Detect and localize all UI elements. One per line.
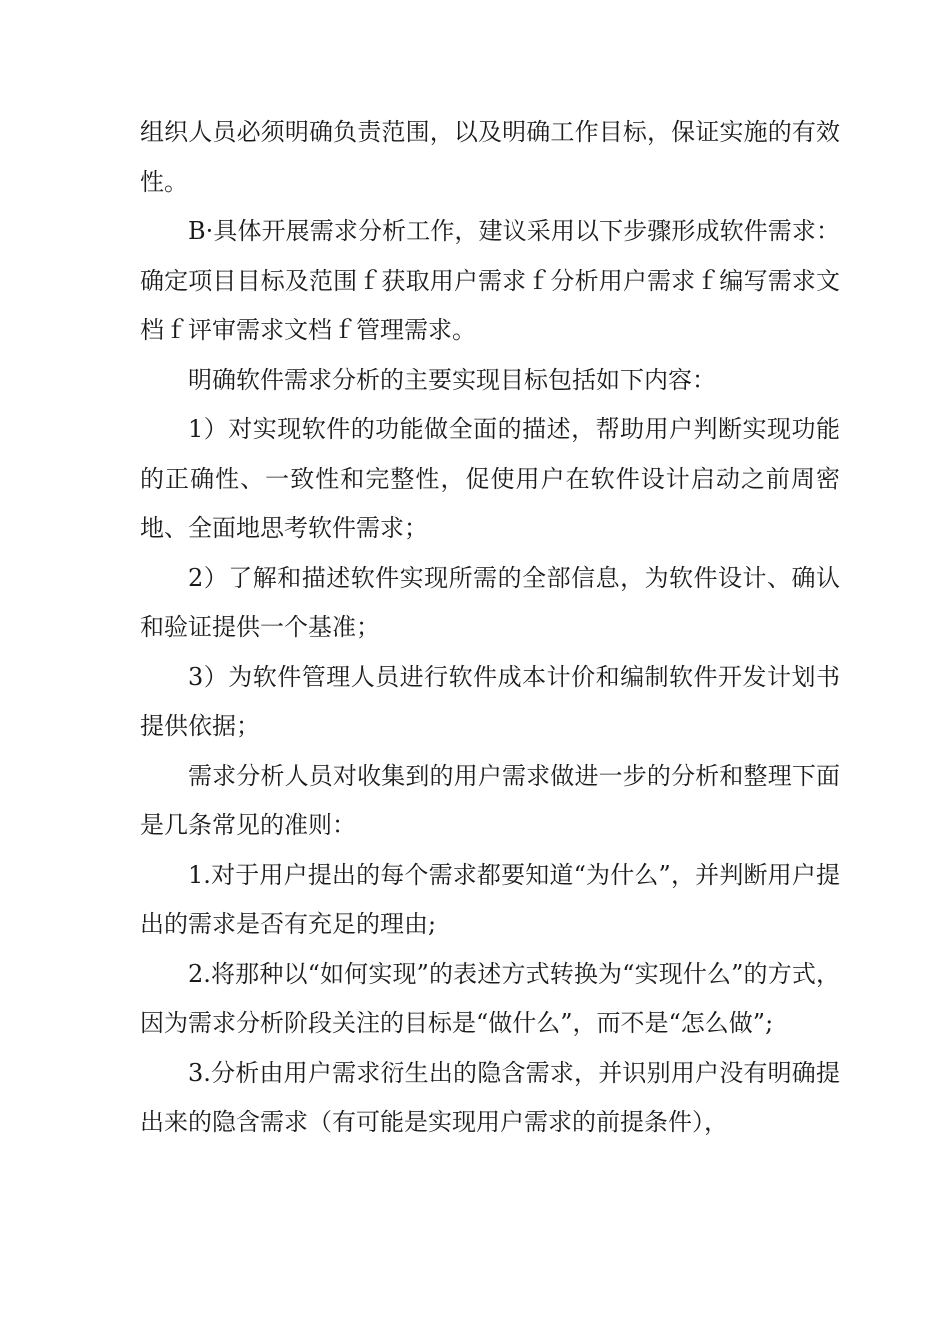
paragraph-5: 2）了解和描述软件实现所需的全部信息，为软件设计、确认和验证提供一个基准； bbox=[140, 563, 840, 641]
paragraph-4: 1）对实现软件的功能做全面的描述，帮助用户判断实现功能的正确性、一致性和完整性，促使用户在软件设计启动之前周密地、全面地思考软件需求； bbox=[140, 415, 840, 542]
paragraph-7: 需求分析人员对收集到的用户需求做进一步的分析和整理下面是几条常见的准则： bbox=[140, 761, 840, 839]
paragraph-9: 2.将那种以“如何实现”的表述方式转换为“实现什么”的方式，因为需求分析阶段关注的目标是“做什么”，而不是“怎么做”; bbox=[140, 959, 840, 1037]
paragraph-6: 3）为软件管理人员进行软件成本计价和编制软件开发计划书提供依据； bbox=[140, 662, 840, 740]
paragraph-1: 组织人员必须明确负责范围，以及明确工作目标，保证实施的有效性。 bbox=[140, 118, 840, 196]
paragraph-8: 1.对于用户提出的每个需求都要知道“为什么”，并判断用户提出的需求是否有充足的理由; bbox=[140, 860, 840, 938]
paragraph-2: B·具体开展需求分析工作，建议采用以下步骤形成软件需求：确定项目目标及范围ｆ获取用户需求ｆ分析用户需求ｆ编写需求文档ｆ评审需求文档ｆ管理需求。 bbox=[140, 217, 840, 344]
document-body bbox=[140, 108, 840, 1148]
paragraph-10: 3.分析由用户需求衍生出的隐含需求，并识别用户没有明确提出来的隐含需求（有可能是实现用户需求的前提条件）， bbox=[140, 1058, 840, 1136]
paragraph-3: 明确软件需求分析的主要实现目标包括如下内容： bbox=[188, 365, 716, 394]
